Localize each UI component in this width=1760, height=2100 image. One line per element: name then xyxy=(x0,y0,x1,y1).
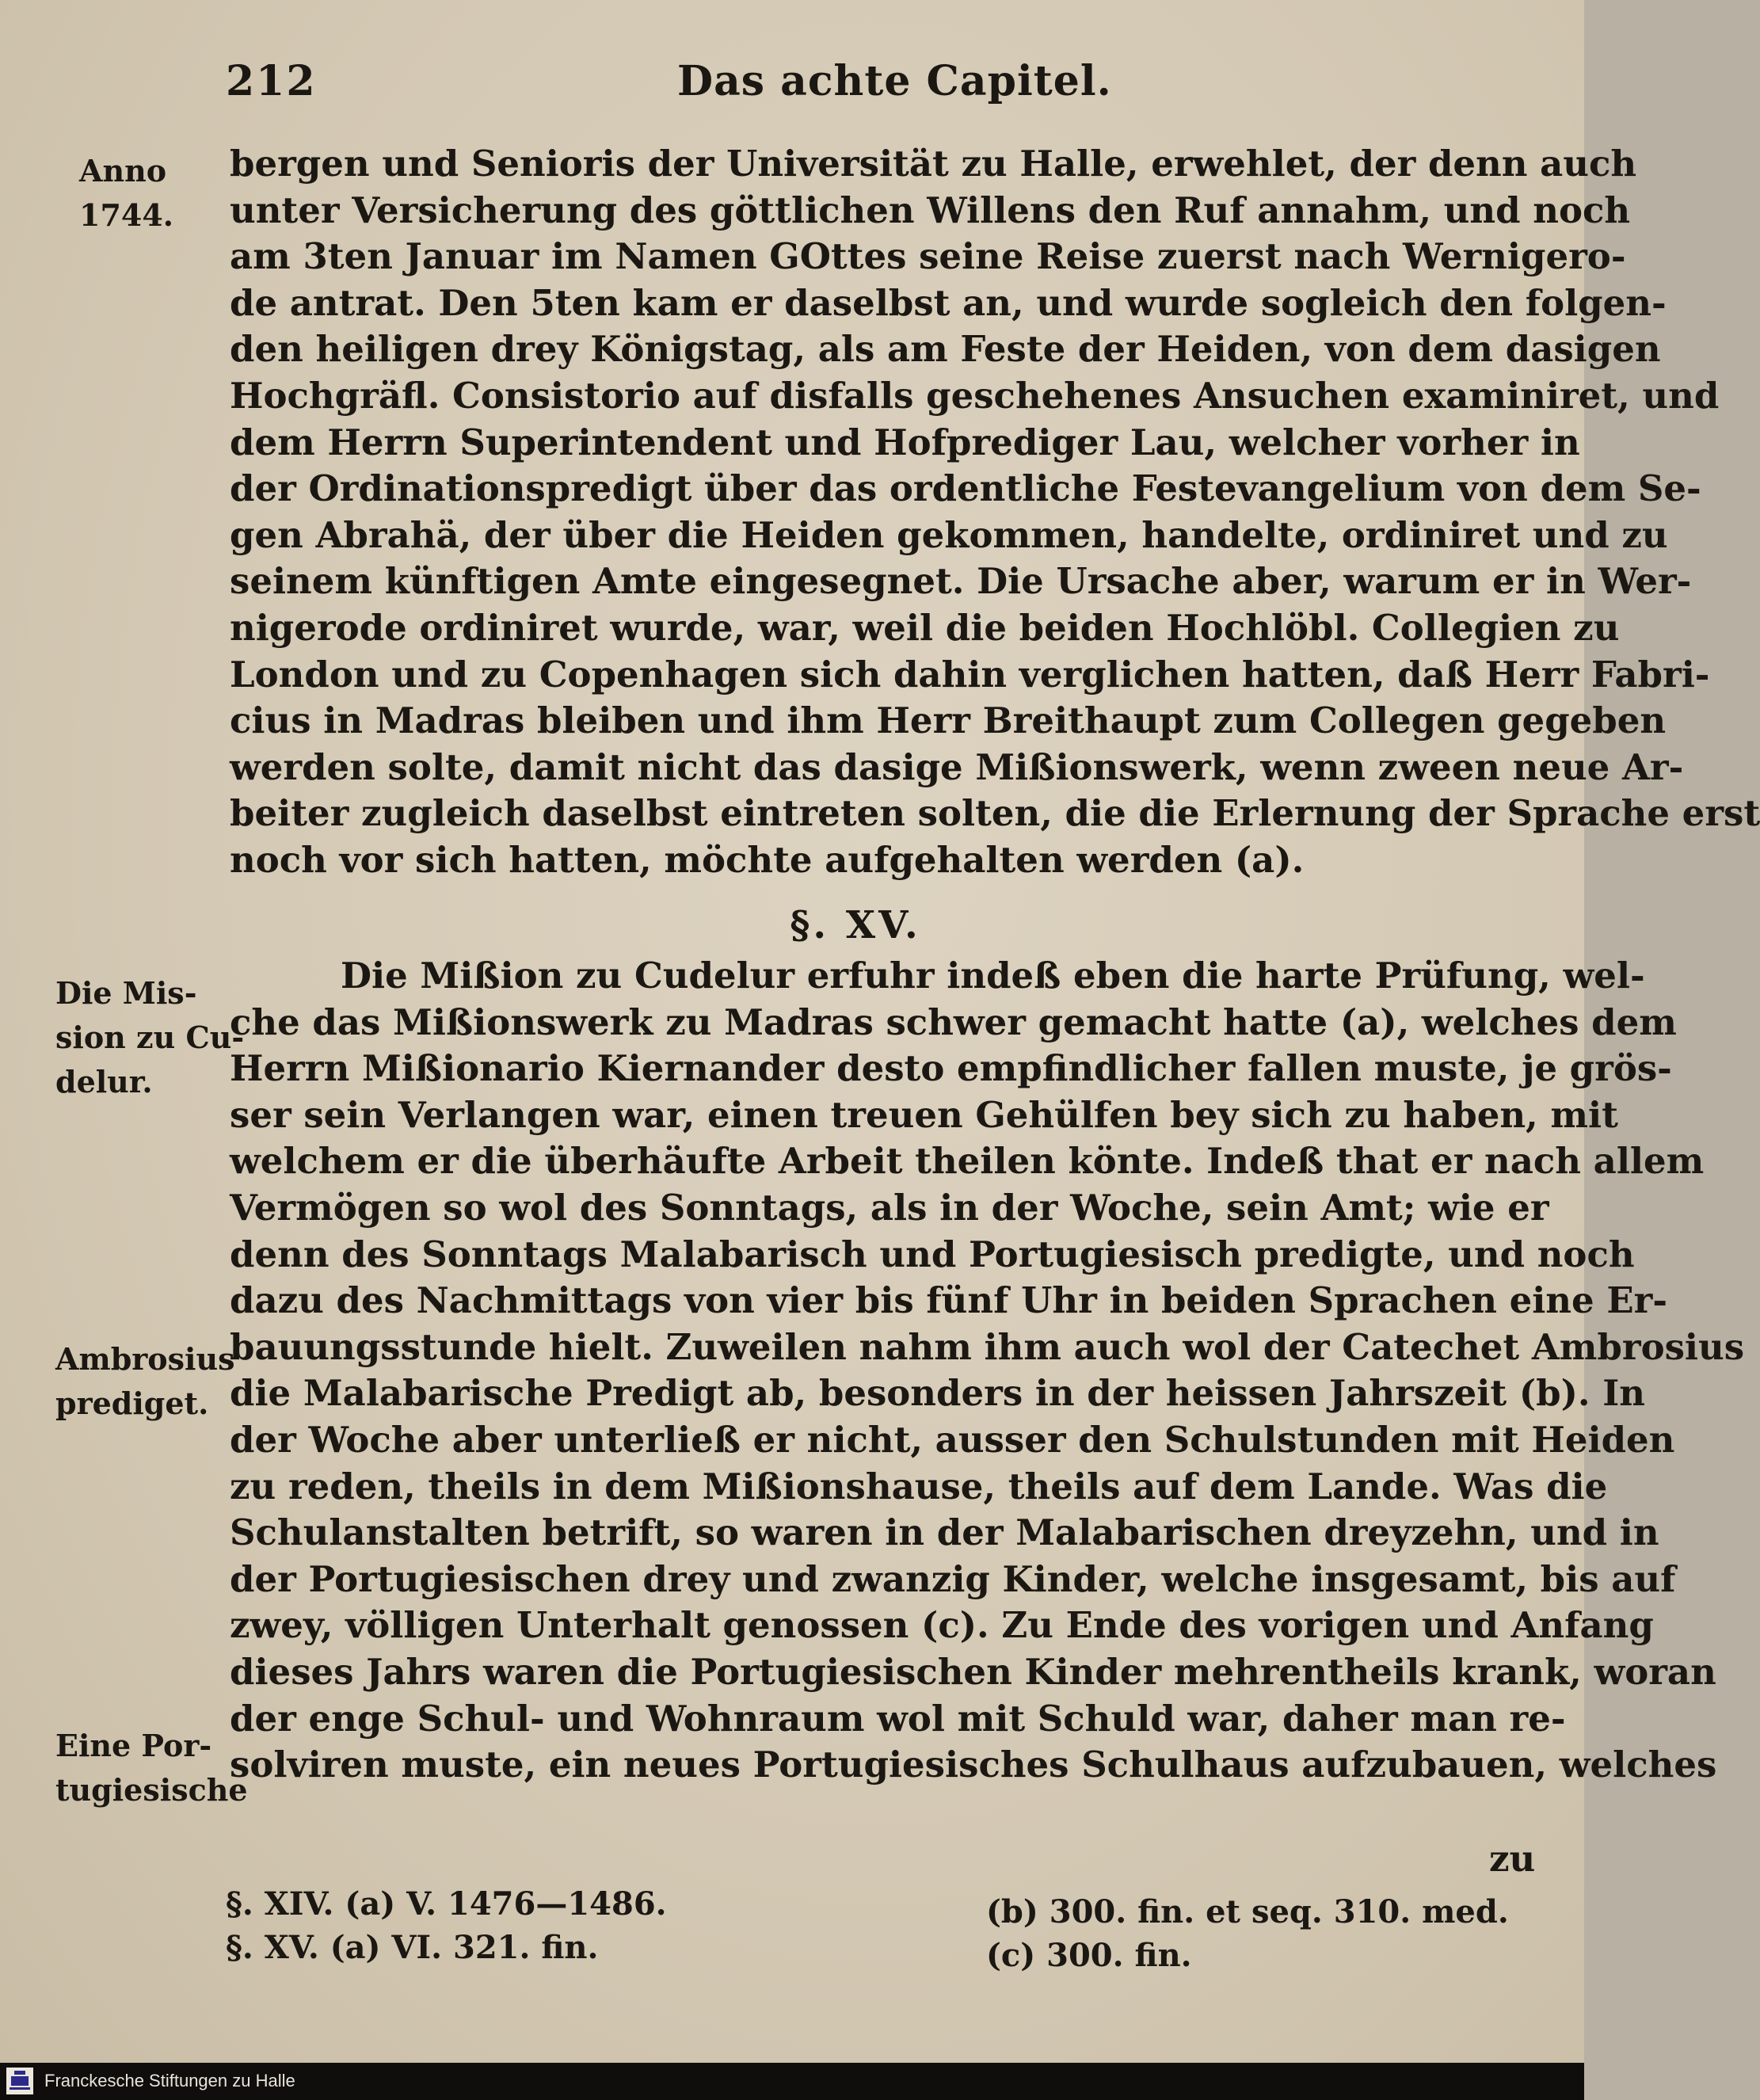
catchword: zu xyxy=(1489,1838,1536,1880)
margin-note-line: Ambrosius xyxy=(55,1341,235,1377)
text-line: zwey, völligen Unterhalt genossen (c). Zu Ende des vorigen und Anfang xyxy=(230,1604,1654,1647)
text-line: Vermögen so wol des Sonntags, als in der Woche, sein Amt; wie er xyxy=(230,1186,1549,1229)
text-line: Herrn Mißionario Kiernander desto empfindlicher fallen muste, je grös- xyxy=(230,1047,1672,1090)
margin-note-line: Die Mis- xyxy=(55,975,197,1011)
text-line: dazu des Nachmittags von vier bis fünf Uhr in beiden Sprachen eine Er- xyxy=(230,1279,1668,1322)
paragraph-1 xyxy=(230,141,1760,884)
margin-note-line: 1744. xyxy=(79,197,173,233)
text-line: che das Mißionswerk zu Madras schwer gemacht hatte (a), welches dem xyxy=(230,1000,1677,1043)
text-line: Die Mißion zu Cudelur erfuhr indeß eben die harte Prüfung, wel- xyxy=(341,955,1645,997)
text-line: London und zu Copenhagen sich dahin verglichen hatten, daß Herr Fabri- xyxy=(230,653,1710,696)
text-line: der Woche aber unterließ er nicht, ausser den Schulstunden mit Heiden xyxy=(230,1418,1675,1461)
text-line: Hochgräfl. Consistorio auf disfalls geschehenes Ansuchen examiniret, und xyxy=(230,374,1720,417)
section-heading: §. XV. xyxy=(790,903,921,947)
margin-note-line: Eine Por- xyxy=(55,1728,212,1763)
text-line: nigerode ordiniret wurde, war, weil die beiden Hochlöbl. Collegien zu xyxy=(230,606,1620,649)
footer-bar xyxy=(0,2063,1584,2100)
page-number: 212 xyxy=(226,57,317,105)
margin-note-ambrosius xyxy=(55,1337,234,1426)
page-header xyxy=(0,57,1584,120)
text-line: werden solte, damit nicht das dasige Mißionswerk, wenn zween neue Ar- xyxy=(230,745,1684,788)
text-line: seinem künftigen Amte eingesegnet. Die Ursache aber, warum er in Wer- xyxy=(230,560,1692,603)
text-line: bauungsstunde hielt. Zuweilen nahm ihm auch wol der Catechet Ambrosius xyxy=(230,1325,1745,1368)
text-line: denn des Sonntags Malabarisch und Portugiesisch predigte, und noch xyxy=(230,1233,1635,1275)
margin-note-line: prediget. xyxy=(55,1385,209,1421)
footnote: §. XIV. (a) V. 1476—1486. xyxy=(226,1885,667,1923)
paragraph-2 xyxy=(230,953,1745,1789)
text-line: de antrat. Den 5ten kam er daselbst an, und wurde sogleich den folgen- xyxy=(230,281,1667,324)
text-line: bergen und Senioris der Universität zu Halle, erwehlet, der denn auch xyxy=(230,143,1637,185)
footer-text: Franckesche Stiftungen zu Halle xyxy=(44,2071,295,2090)
text-line: der Portugiesischen drey und zwanzig Kinder, welche insgesamt, bis auf xyxy=(230,1557,1676,1600)
footnote: §. XV. (a) VI. 321. fin. xyxy=(226,1929,599,1966)
text-line: die Malabarische Predigt ab, besonders in der heissen Jahrszeit (b). In xyxy=(230,1372,1645,1415)
margin-note-line: sion zu Cu- xyxy=(55,1020,245,1055)
text-line: noch vor sich hatten, möchte aufgehalten werden (a). xyxy=(230,838,1305,881)
text-line: den heiligen drey Königstag, als am Feste der Heiden, von dem dasigen xyxy=(230,328,1661,371)
text-line: cius in Madras bleiben und ihm Herr Breithaupt zum Collegen gegeben xyxy=(230,699,1667,742)
margin-note-line: Anno xyxy=(79,153,167,189)
text-line: beiter zugleich daselbst eintreten solten, die die Erlernung der Sprache erst xyxy=(230,792,1760,835)
text-line: ser sein Verlangen war, einen treuen Gehülfen bey sich zu haben, mit xyxy=(230,1093,1618,1136)
text-line: am 3ten Januar im Namen GOttes seine Reise zuerst nach Wernigero- xyxy=(230,235,1626,278)
text-line: dem Herrn Superintendent und Hofprediger Lau, welcher vorher in xyxy=(230,421,1580,463)
margin-note-mission xyxy=(55,971,244,1104)
text-line: welchem er die überhäufte Arbeit theilen könte. Indeß that er nach allem xyxy=(230,1140,1705,1183)
margin-note-portuguese xyxy=(55,1724,248,1812)
foundation-logo-icon xyxy=(6,2068,33,2094)
text-line: Schulanstalten betrift, so waren in der Malabarischen dreyzehn, und in xyxy=(230,1511,1659,1554)
margin-note-year xyxy=(79,149,173,238)
running-title: Das achte Capitel. xyxy=(677,57,1112,105)
text-line: zu reden, theils in dem Mißionshause, theils auf dem Lande. Was die xyxy=(230,1465,1608,1507)
text-line: unter Versicherung des göttlichen Willens den Ruf annahm, und noch xyxy=(230,189,1631,231)
text-line: der enge Schul- und Wohnraum wol mit Schuld war, daher man re- xyxy=(230,1697,1566,1740)
text-line: dieses Jahrs waren die Portugiesischen Kinder mehrentheils krank, woran xyxy=(230,1650,1716,1693)
footnote: (c) 300. fin. xyxy=(986,1937,1192,1974)
margin-note-line: tugiesische xyxy=(55,1772,248,1808)
footnote: (b) 300. fin. et seq. 310. med. xyxy=(986,1893,1509,1930)
text-line: der Ordinationspredigt über das ordentliche Festevangelium von dem Se- xyxy=(230,467,1701,510)
margin-note-line: delur. xyxy=(55,1064,153,1100)
text-line: gen Abrahä, der über die Heiden gekommen, handelte, ordiniret und zu xyxy=(230,513,1668,556)
text-line: solviren muste, ein neues Portugiesisches Schulhaus aufzubauen, welches xyxy=(230,1744,1717,1786)
